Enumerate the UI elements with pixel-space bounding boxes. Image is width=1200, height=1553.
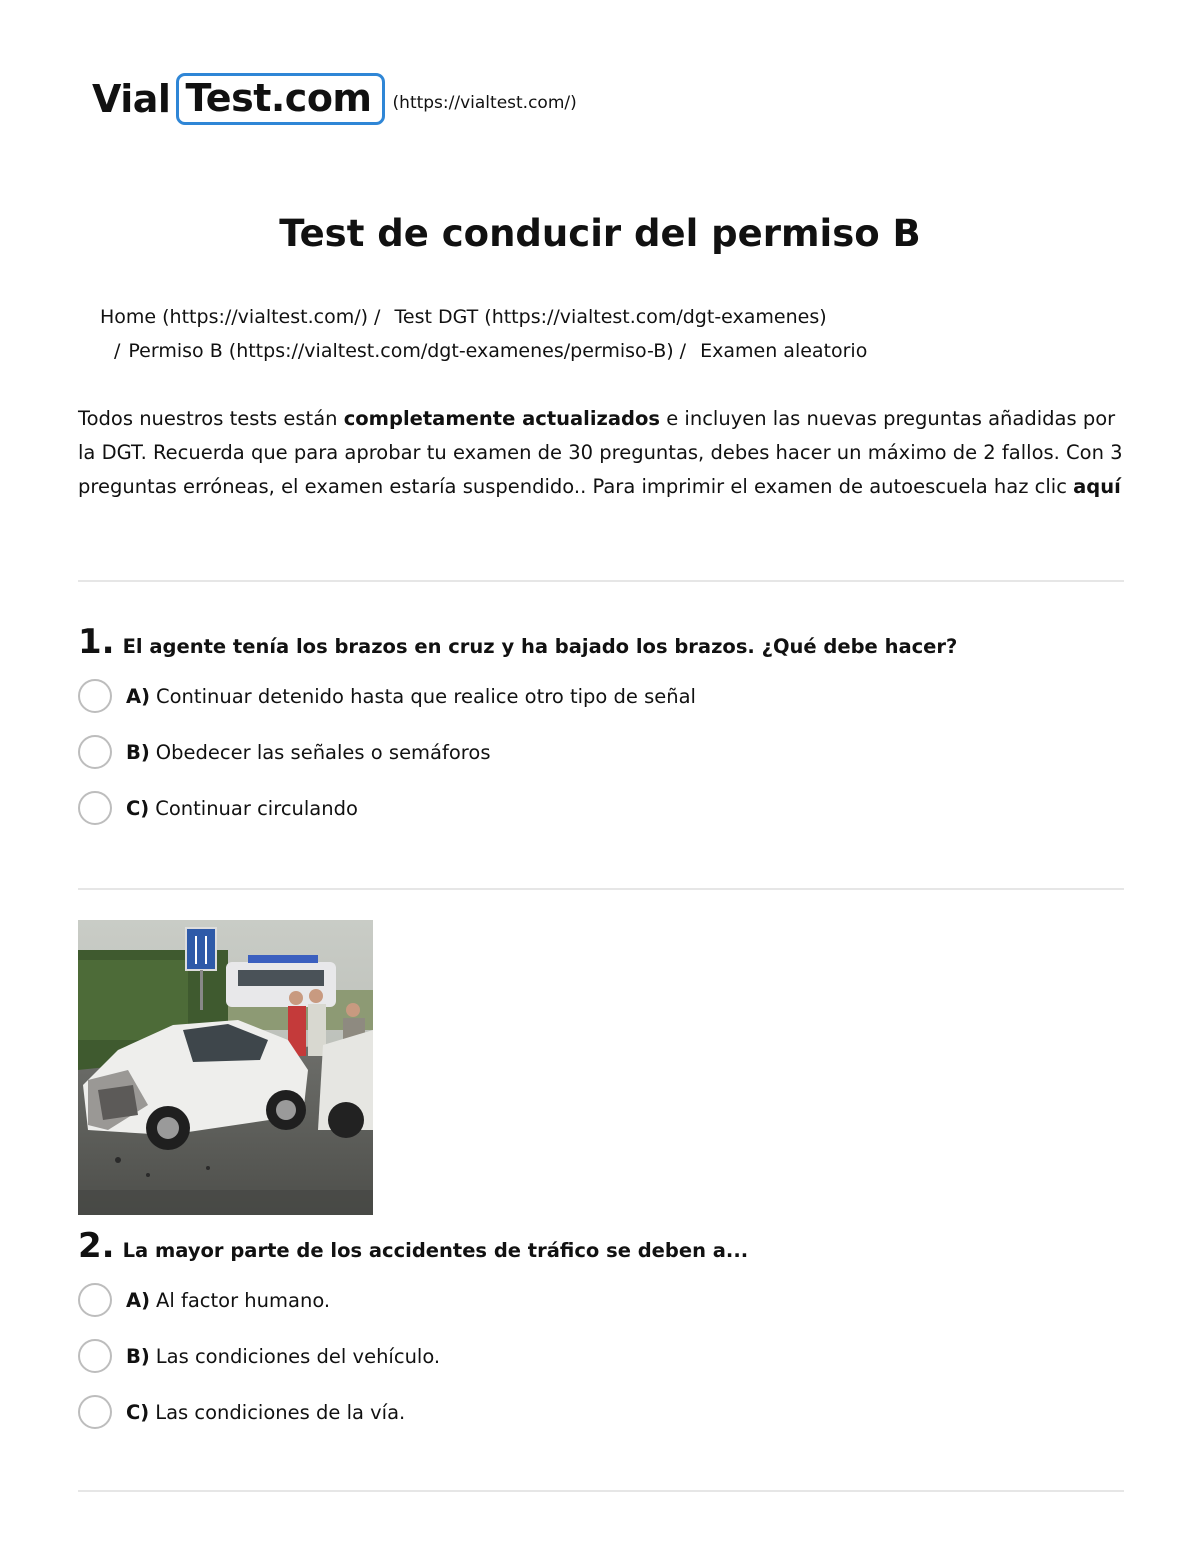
- accident-photo: [78, 920, 373, 1215]
- question-number: 1.: [78, 622, 115, 662]
- option-text: Las condiciones de la vía.: [155, 1400, 406, 1424]
- breadcrumb-separator: /: [374, 306, 381, 328]
- breadcrumb-separator: /: [114, 340, 121, 362]
- site-logo[interactable]: [92, 68, 577, 130]
- option-text: Al factor humano.: [156, 1288, 331, 1312]
- logo-text-test: Test.com: [185, 76, 372, 120]
- intro-text-2: e incluyen las nuevas preguntas añadidas por la DGT. Recuerda que para aprobar tu examen de 30 preguntas, debes hacer un máximo de 2 fallos. Con 3 preguntas erróneas, el examen estaría suspendido.. Para imprimir el examen de autoescuela haz clic: [78, 407, 1123, 498]
- logo-text-vial: Vial: [92, 77, 171, 121]
- question-number: 2.: [78, 1226, 115, 1266]
- option-letter: B): [126, 1344, 150, 1368]
- option-text: Continuar circulando: [155, 796, 358, 820]
- question-header: [78, 1226, 1128, 1266]
- answer-option-c[interactable]: [78, 1384, 1128, 1440]
- question-text: El agente tenía los brazos en cruz y ha bajado los brazos. ¿Qué debe hacer?: [122, 635, 958, 658]
- answer-option-b[interactable]: [78, 724, 1128, 780]
- breadcrumb-current: Examen aleatorio: [700, 340, 868, 362]
- option-letter: C): [126, 1400, 150, 1424]
- breadcrumb-separator: /: [679, 340, 687, 362]
- divider: [78, 1490, 1124, 1492]
- answer-option-b[interactable]: [78, 1328, 1128, 1384]
- radio-button[interactable]: [78, 1339, 112, 1373]
- question-text: La mayor parte de los accidentes de tráfico se deben a...: [122, 1239, 749, 1262]
- breadcrumb-test-dgt[interactable]: Test DGT (https://vialtest.com/dgt-examenes): [394, 306, 827, 328]
- divider: [78, 580, 1124, 582]
- option-letter: C): [126, 796, 150, 820]
- radio-button[interactable]: [78, 791, 112, 825]
- answer-option-a[interactable]: [78, 668, 1128, 724]
- option-letter: A): [126, 1288, 151, 1312]
- answer-option-a[interactable]: [78, 1272, 1128, 1328]
- question-image-accident: [78, 920, 373, 1215]
- radio-button[interactable]: [78, 1283, 112, 1317]
- page-title: Test de conducir del permiso B: [279, 212, 921, 255]
- question-1: [78, 622, 1128, 836]
- option-letter: B): [126, 740, 150, 764]
- option-text: Las condiciones del vehículo.: [155, 1344, 441, 1368]
- option-text: Obedecer las señales o semáforos: [155, 740, 491, 764]
- breadcrumb-permiso-b[interactable]: Permiso B (https://vialtest.com/dgt-examenes/permiso-B): [128, 340, 674, 362]
- intro-bold: completamente actualizados: [343, 407, 661, 430]
- logo-url: (https://vialtest.com/): [392, 93, 577, 113]
- radio-button[interactable]: [78, 735, 112, 769]
- breadcrumb: [100, 300, 867, 368]
- question-2: [78, 1226, 1128, 1440]
- radio-button[interactable]: [78, 679, 112, 713]
- breadcrumb-home[interactable]: Home (https://vialtest.com/): [100, 306, 369, 328]
- intro-text-1: Todos nuestros tests están: [78, 407, 344, 430]
- radio-button[interactable]: [78, 1395, 112, 1429]
- divider: [78, 888, 1124, 890]
- option-text: Continuar detenido hasta que realice otro tipo de señal: [156, 684, 696, 708]
- logo-box: [176, 73, 384, 125]
- answer-option-c[interactable]: [78, 780, 1128, 836]
- print-link[interactable]: aquí: [1073, 475, 1121, 498]
- question-header: [78, 622, 1128, 662]
- option-letter: A): [126, 684, 151, 708]
- intro-paragraph: [78, 402, 1128, 504]
